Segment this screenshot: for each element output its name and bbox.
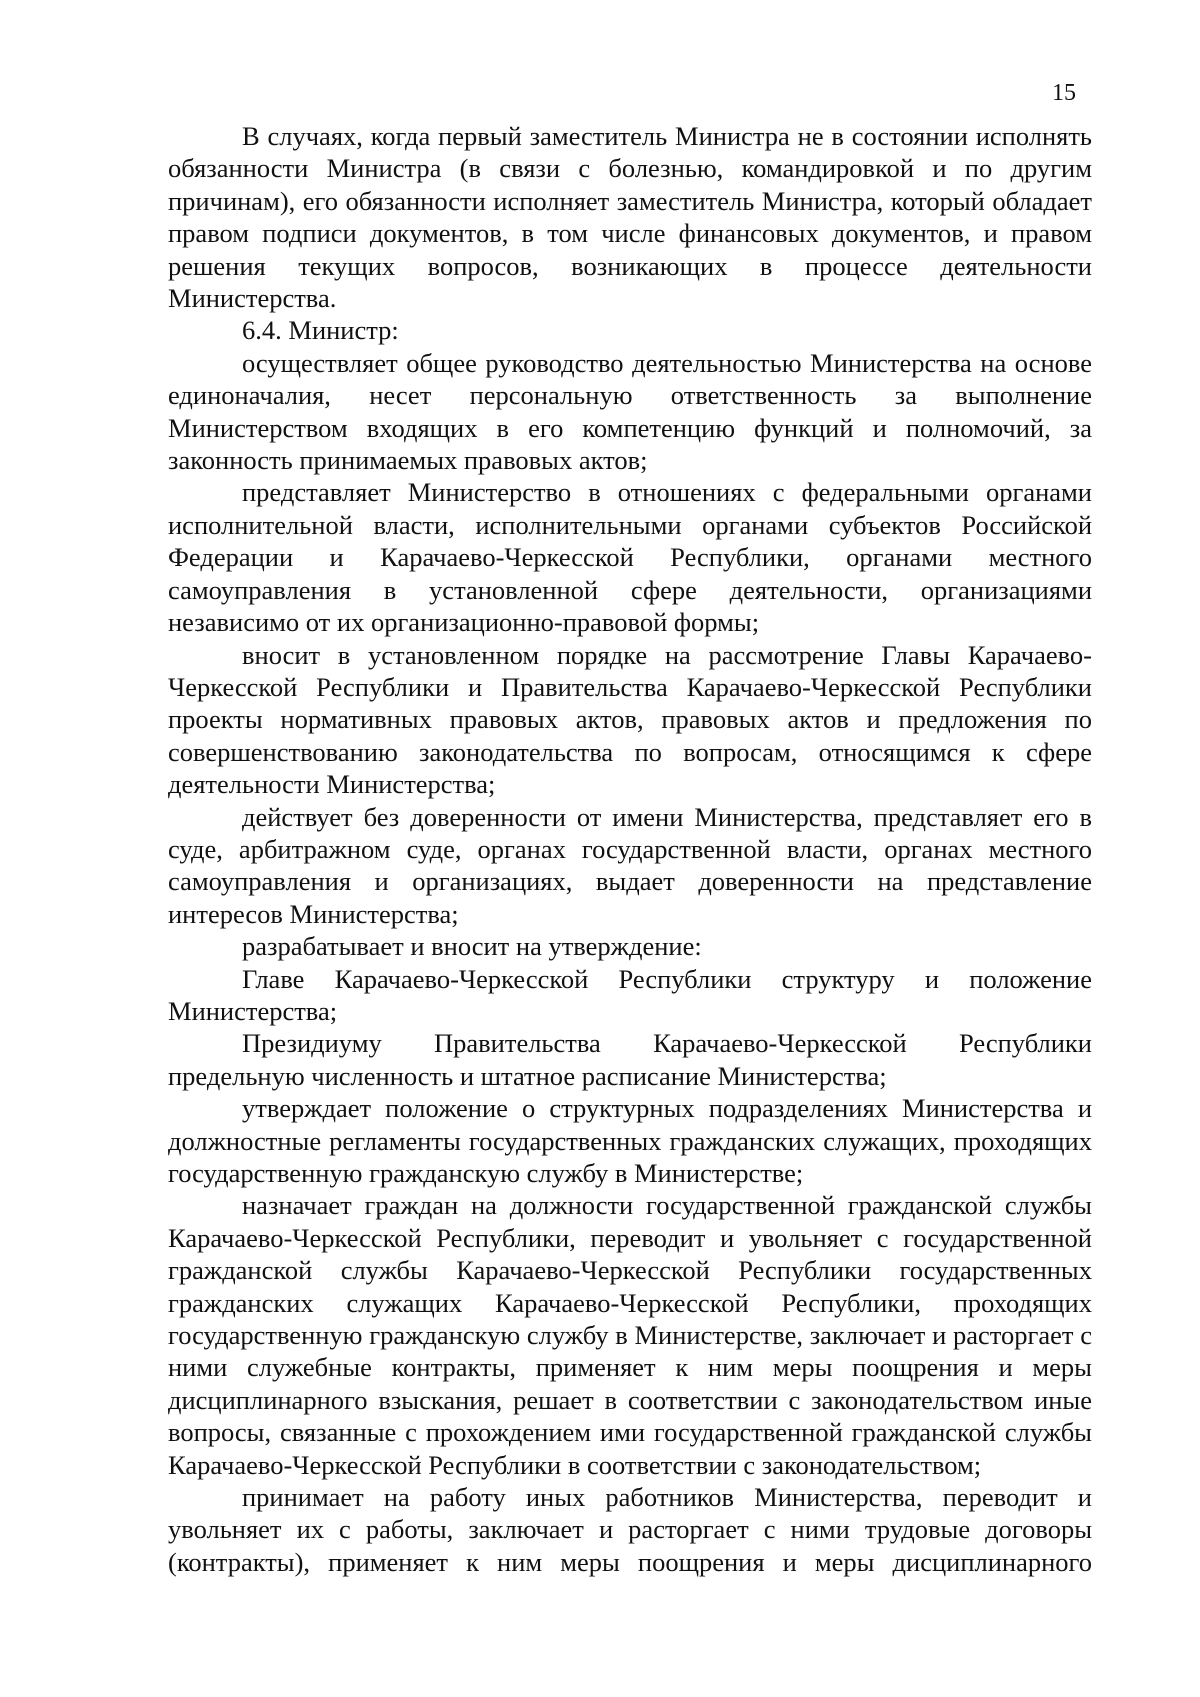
paragraph-appoints-civil-servants: назначает граждан на должности государственной гражданской службы Карачаево-Черкесской Республики, переводит и увольняет с государственной гражданской службы Карачаево-Черкесской Республики государственных гражданских служащих Карачаево-Черкесской Республики, проходящих государственную гражданскую службу в Министерстве, заключает и расторгает с ними служебные контракты, применяет к ним меры поощрения и меры дисциплинарного взыскания, решает в соответствии с законодательством иные вопросы, связанные с прохождением ими государственной гражданской службы Карачаево-Черкесской Республики в соответствии с законодательством; <box>168 1190 1092 1480</box>
paragraph-general-management: осуществляет общее руководство деятельностью Министерства на основе единоначалия, несет персональную ответственность за выполнение Министерством входящих в его компетенцию функций и полномочий, за законность принимаемых правовых актов; <box>168 347 1092 476</box>
document-body <box>168 120 1092 1578</box>
paragraph-draft-acts: вносит в установленном порядке на рассмотрение Главы Карачаево-Черкесской Республики и Правительства Карачаево-Черкесской Республики проекты нормативных правовых актов, правовых актов и предложения по совершенствованию законодательства по вопросам, относящимся к сфере деятельности Министерства; <box>168 639 1092 800</box>
paragraph-hires-employees: принимает на работу иных работников Министерства, переводит и увольняет их с работы, заключает и расторгает с ними трудовые договоры (контракты), применяет к ним меры поощрения и меры дисциплинарного <box>168 1482 1092 1577</box>
page-number: 15 <box>1052 80 1076 106</box>
paragraph-power-of-attorney: действует без доверенности от имени Министерства, представляет его в суде, арбитражном суде, органах государственной власти, органах местного самоуправления и организациях, выдает доверенности на представление интересов Министерства; <box>168 801 1092 929</box>
paragraph-structure-to-head: Главе Карачаево-Черкесской Республики структуру и положение Министерства; <box>168 963 1092 1026</box>
paragraph-representation: представляет Министерство в отношениях с федеральными органами исполнительной власти, исполнительными органами субъектов Российской Федерации и Карачаево-Черкесской Республики, органами местного самоуправления в установленной сфере деятельности, организациями независимо от их организационно-правовой формы; <box>168 477 1092 638</box>
paragraph-approves-regulations: утверждает положение о структурных подразделениях Министерства и должностные регламенты государственных гражданских служащих, проходящих государственную гражданскую службу в Министерстве; <box>168 1093 1092 1188</box>
paragraph-develops-and-submits: разрабатывает и вносит на утверждение: <box>242 931 702 962</box>
paragraph-deputy-duties: В случаях, когда первый заместитель Министра не в состоянии исполнять обязанности Министра (в связи с болезнью, командировкой и по другим причинам), его обязанности исполняет заместитель Министра, который обладает правом подписи документов, в том числе финансовых документов, и правом решения текущих вопросов, возникающих в процессе деятельности Министерства. <box>168 121 1092 314</box>
paragraph-staffing-to-presidium: Президиуму Правительства Карачаево-Черкесской Республики предельную численность и штатное расписание Министерства; <box>168 1028 1092 1091</box>
paragraph-section-6-4-heading: 6.4. Министр: <box>242 315 399 346</box>
